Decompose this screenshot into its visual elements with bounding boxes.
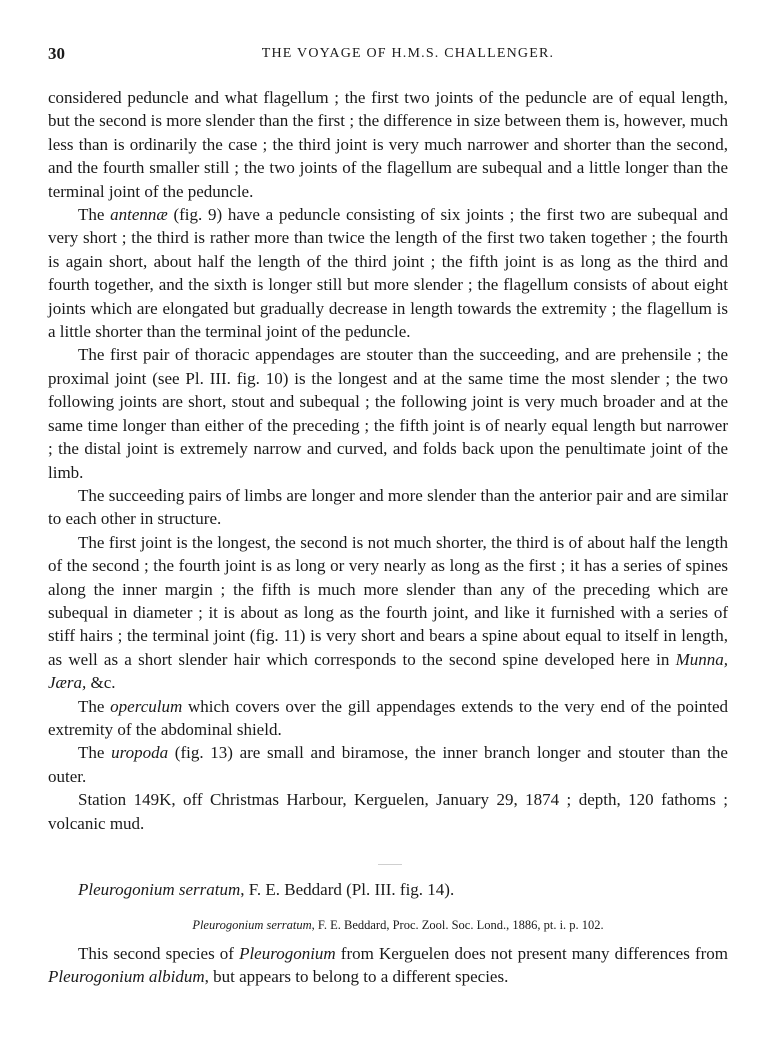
text-run: (fig. 13) are small and biramose, the inner branch longer and stouter than the outer.: [48, 743, 728, 786]
text-run: This second species of: [78, 944, 240, 963]
paragraph: [48, 741, 728, 788]
text-run: The: [78, 696, 111, 716]
text-run: The succeeding pairs of limbs are longer and more slender than the anterior pair and are similar to each other in structure.: [48, 485, 728, 529]
running-head: [48, 44, 728, 70]
text-run: , but appears to belong to a different species.: [204, 967, 509, 987]
paragraph: [48, 484, 728, 531]
text-run: &c.: [86, 673, 116, 693]
text-run: from Kerguelen does not present many differences from: [335, 944, 728, 963]
species-heading: [48, 880, 728, 900]
italic-term: operculum: [110, 696, 183, 716]
italic-term: Munna, Jæra,: [48, 649, 728, 693]
paragraph: [48, 86, 728, 203]
paragraph: [48, 531, 728, 695]
italic-term: antennæ: [110, 205, 168, 225]
page-number: 30: [48, 44, 65, 63]
italic-term: Pleurogonium albidum: [48, 967, 205, 987]
italic-term: Pleurogonium: [239, 944, 336, 963]
reference-species-name: Pleurogonium serratum: [192, 918, 312, 932]
text-run: (fig. 9) have a peduncle consisting of six joints ; the first two are subequal and very short ; the third is rather more than twice the length of the first two taken together ; the fourth is again short, about half the length of the third joint ; the fifth joint is as long as the third and fourth together, and the sixth is longer still but more slender ; the flagellum consists of about eight joints which are elongated but gradually decrease in length towards the extremity ; the flagellum is a little shorter than the terminal joint of the peduncle.: [48, 205, 728, 342]
text-run: The: [78, 205, 111, 225]
running-head-title: THE VOYAGE OF H.M.S. CHALLENGER.: [261, 46, 555, 61]
paragraph: [48, 788, 728, 835]
text-run: Station 149K, off Christmas Harbour, Kerguelen, January 29, 1874 ; depth, 120 fathoms ; volcanic mud.: [48, 790, 728, 833]
italic-term: uropoda: [111, 743, 169, 763]
closing-paragraph: [48, 942, 728, 989]
text-run: The: [78, 743, 112, 763]
closing-text: [48, 942, 728, 989]
text-run: The first pair of thoracic appendages are stouter than the succeeding, and are prehensile ; the proximal joint (see Pl. III. fig. 10) is the longest and at the same time the most slender ; the two following joints are short, stout and subequal ; the following joint is very much broader and at the same time longer than either of the preceding ; the fifth joint is of nearly equal length but narrower ; the distal joint is extremely narrow and curved, and folds back upon the penultimate joint of the limb.: [48, 345, 728, 482]
section-divider: [378, 864, 402, 865]
paragraph: [48, 695, 728, 742]
paragraph: [48, 343, 728, 483]
species-reference: [48, 918, 728, 933]
text-run: considered peduncle and what flagellum ; the first two joints of the peduncle are of equal length, but the second is more slender than the first ; the difference in size between them is, however, much less than is ordinarily the case ; the third joint is very much narrower and shorter than the second, and the fourth smaller still ; the two joints of the flagellum are subequal and a little longer than the terminal joint of the peduncle.: [48, 88, 728, 201]
body-text: [48, 86, 728, 835]
reference-citation: , F. E. Beddard, Proc. Zool. Soc. Lond., 1886, pt. i. p. 102.: [311, 918, 604, 932]
paragraph: [48, 203, 728, 343]
species-name: Pleurogonium serratum: [78, 880, 241, 899]
text-run: which covers over the gill appendages extends to the very end of the pointed extremity of the abdominal shield.: [48, 696, 728, 739]
species-authority: , F. E. Beddard (Pl. III. fig. 14).: [240, 880, 455, 899]
text-run: The first joint is the longest, the second is not much shorter, the third is of about half the length of the second ; the fourth joint is as long or very nearly as long as the first ; it has a series of spines along the inner margin ; the fifth is much more slender than any of the preceding which are subequal in diameter ; it is about as long as the fourth joint, and like it furnished with a series of stiff hairs ; the terminal joint (fig. 11) is very short and bears a spine about equal to itself in length, as well as a short slender hair which corresponds to the second spine developed here in: [48, 532, 728, 669]
